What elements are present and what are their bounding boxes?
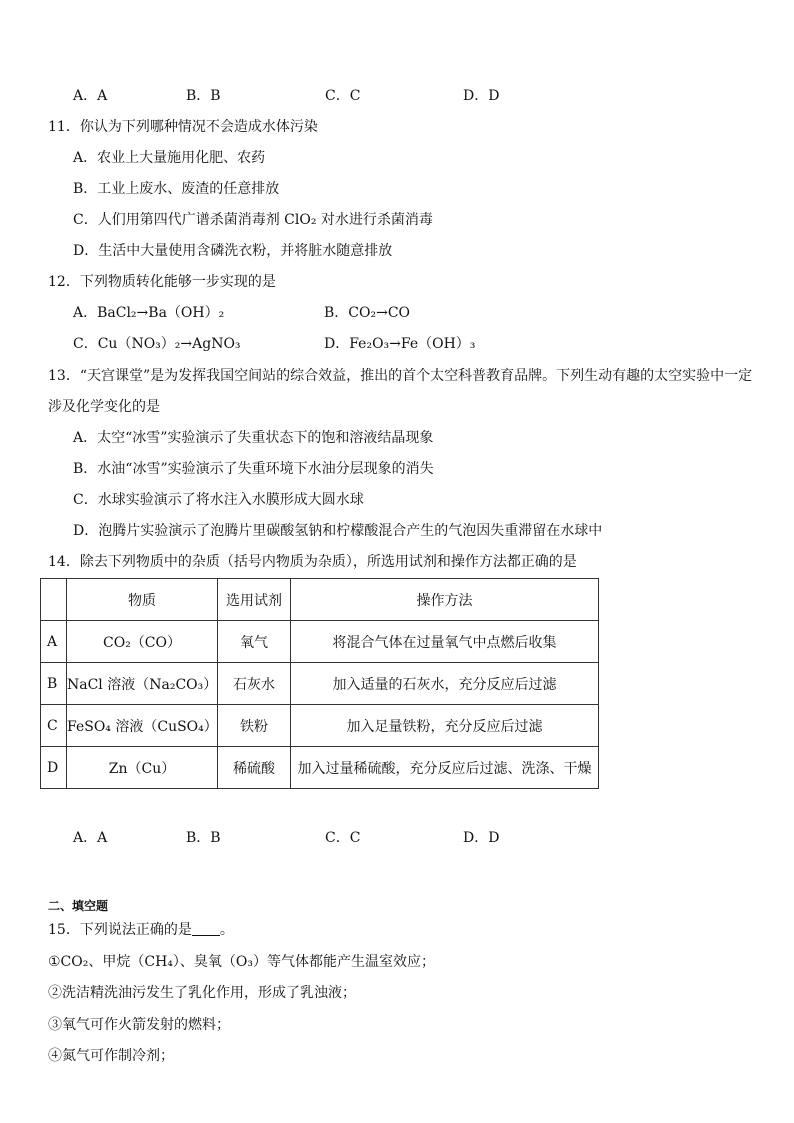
q12-options-row-2 xyxy=(73,334,573,354)
q12-option-b[interactable]: B．CO₂→CO xyxy=(324,305,411,321)
section-heading: 二、填空题 xyxy=(48,899,109,913)
q13-option-a[interactable]: A．太空“冰雪”实验演示了失重状态下的饱和溶液结晶现象 xyxy=(73,430,434,446)
substance-cell: Zn（Cu） xyxy=(67,747,218,789)
q15-item-1: ①CO₂、甲烷（CH₄）、臭氧（O₃）等气体都能产生温室效应； xyxy=(48,954,435,970)
question-12-stem: 12．下列物质转化能够一步实现的是 xyxy=(48,274,276,290)
method-cell: 加入适量的石灰水，充分反应后过滤 xyxy=(291,663,599,705)
row-label: C xyxy=(41,705,67,747)
q11-option-c[interactable]: C．人们用第四代广谱杀菌消毒剂 ClO₂ 对水进行杀菌消毒 xyxy=(73,212,433,228)
option-a[interactable]: A．A xyxy=(73,88,108,104)
option-c[interactable]: C．C xyxy=(325,88,361,104)
method-cell: 加入过量稀硫酸，充分反应后过滤、洗涤、干燥 xyxy=(291,747,599,789)
q14-option-d[interactable]: D．D xyxy=(463,830,500,846)
substance-cell: FeSO₄ 溶液（CuSO₄） xyxy=(67,705,218,747)
substance-cell: CO₂（CO） xyxy=(67,621,218,663)
option-d[interactable]: D．D xyxy=(463,88,500,104)
reagent-cell: 铁粉 xyxy=(218,705,291,747)
q11-option-b[interactable]: B．工业上废水、废渣的任意排放 xyxy=(73,181,280,197)
q12-option-c[interactable]: C．Cu（NO₃）₂→AgNO₃ xyxy=(73,336,241,352)
row-label: A xyxy=(41,621,67,663)
question-13-stem-cont: 涉及化学变化的是 xyxy=(48,399,160,415)
table-header-cell xyxy=(41,579,67,621)
method-cell: 将混合气体在过量氧气中点燃后收集 xyxy=(291,621,599,663)
table-header-method: 操作方法 xyxy=(291,579,599,621)
question-11-stem: 11．你认为下列哪种情况不会造成水体污染 xyxy=(48,119,318,135)
table-header-row xyxy=(41,579,599,621)
reagent-cell: 稀硫酸 xyxy=(218,747,291,789)
question-13-stem: 13．“天宫课堂”是为发挥我国空间站的综合效益，推出的首个太空科普教育品牌。下列生动有趣的太空实验中一定 xyxy=(48,368,753,384)
table-row xyxy=(41,705,599,747)
q11-option-a[interactable]: A．农业上大量施用化肥、农药 xyxy=(73,150,266,166)
table-header-reagent: 选用试剂 xyxy=(218,579,291,621)
q12-option-a[interactable]: A．BaCl₂→Ba（OH）₂ xyxy=(73,305,225,321)
q15-stem-text: 15．下列说法正确的是 xyxy=(48,922,192,938)
table-row xyxy=(41,663,599,705)
question-15-stem xyxy=(48,920,234,940)
q13-option-b[interactable]: B．水油“冰雪”实验演示了失重环境下水油分层现象的消失 xyxy=(73,461,434,477)
q12-option-d[interactable]: D．Fe₂O₃→Fe（OH）₃ xyxy=(324,336,476,352)
impurity-removal-table xyxy=(40,578,599,789)
answer-options-q14 xyxy=(73,828,553,848)
q15-stem-end: 。 xyxy=(219,922,234,938)
q15-item-4: ④氮气可作制冷剂； xyxy=(48,1048,174,1064)
q12-options-row-1 xyxy=(73,303,573,323)
q14-option-a[interactable]: A．A xyxy=(73,830,108,846)
answer-options-q10 xyxy=(73,86,553,106)
answer-blank[interactable] xyxy=(192,921,220,936)
q15-item-3: ③氧气可作火箭发射的燃料； xyxy=(48,1017,230,1033)
table-row xyxy=(41,621,599,663)
q15-item-2: ②洗洁精洗油污发生了乳化作用，形成了乳浊液； xyxy=(48,985,356,1001)
row-label: B xyxy=(41,663,67,705)
q13-option-c[interactable]: C．水球实验演示了将水注入水膜形成大圆水球 xyxy=(73,492,364,508)
substance-cell: NaCl 溶液（Na₂CO₃） xyxy=(67,663,218,705)
q14-option-c[interactable]: C．C xyxy=(325,830,361,846)
method-cell: 加入足量铁粉，充分反应后过滤 xyxy=(291,705,599,747)
question-14-stem: 14．除去下列物质中的杂质（括号内物质为杂质），所选用试剂和操作方法都正确的是 xyxy=(48,554,577,570)
table-header-substance: 物质 xyxy=(67,579,218,621)
row-label: D xyxy=(41,747,67,789)
q13-option-d[interactable]: D．泡腾片实验演示了泡腾片里碳酸氢钠和柠檬酸混合产生的气泡因失重滞留在水球中 xyxy=(73,523,603,539)
q14-option-b[interactable]: B．B xyxy=(186,830,221,846)
reagent-cell: 氧气 xyxy=(218,621,291,663)
reagent-cell: 石灰水 xyxy=(218,663,291,705)
table-row xyxy=(41,747,599,789)
q11-option-d[interactable]: D．生活中大量使用含磷洗衣粉，并将脏水随意排放 xyxy=(73,243,393,259)
option-b[interactable]: B．B xyxy=(186,88,221,104)
